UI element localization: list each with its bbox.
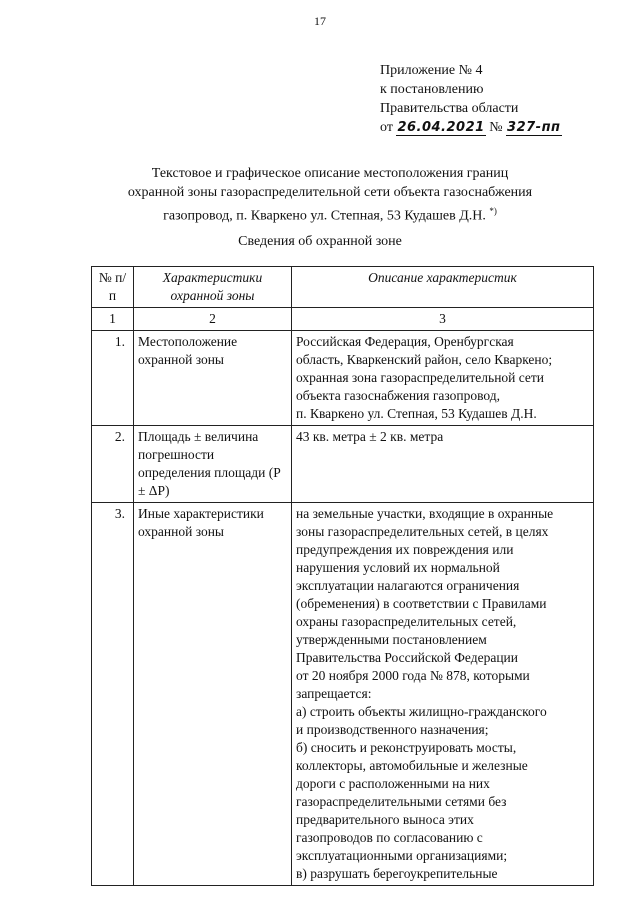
description-line: предупреждения их повреждения или [296, 542, 514, 557]
numbering-cell-1: 1 [92, 308, 134, 331]
description-line: п. Кваркено ул. Степная, 53 Кудашев Д.Н. [296, 406, 537, 421]
table-row [92, 503, 594, 886]
description-line: газопроводов по согласованию с [296, 830, 483, 845]
description-line: Российская Федерация, Оренбургская [296, 334, 514, 349]
header-characteristics: Характеристики охранной зоны [134, 267, 292, 308]
header-description: Описание характеристик [292, 267, 594, 308]
table-header-row [92, 267, 594, 308]
row-characteristic: Иные характеристики охранной зоны [134, 503, 292, 886]
description-line: предварительного выноса этих [296, 812, 474, 827]
number-prefix: № [489, 120, 503, 135]
table-row [92, 426, 594, 503]
description-line: область, Кваркенский район, село Кваркено; [296, 352, 553, 367]
description-line: запрещается: [296, 686, 372, 701]
zone-info-table [91, 266, 594, 886]
description-line: газораспределительными сетями без [296, 794, 507, 809]
row-number: 3. [92, 503, 134, 886]
description-line: коллекторы, автомобильные и железные [296, 758, 528, 773]
description-line: эксплуатационными организациями; [296, 848, 508, 863]
row-number: 1. [92, 331, 134, 426]
header-number: № п/п [92, 267, 134, 308]
title-line-2: охранной зоны газораспределительной сети объекта газоснабжения [127, 185, 533, 200]
numbering-cell-2: 2 [134, 308, 292, 331]
description-line: охраны газораспределительных сетей, [296, 614, 517, 629]
description-line: 43 кв. метра ± 2 кв. метра [296, 429, 444, 444]
appendix-line-2: к постановлению [380, 82, 484, 97]
description-line: от 20 ноября 2000 года № 878, которыми [296, 668, 530, 683]
date-prefix: от [380, 120, 393, 135]
appendix-line-1: Приложение № 4 [380, 63, 483, 78]
description-line: эксплуатации налагаются ограничения [296, 578, 520, 593]
row-characteristic: Площадь ± величина погрешности определения площади (P ± ΔP) [134, 426, 292, 503]
description-line: зоны газораспределительных сетей, в целях [296, 524, 549, 539]
page-number: 17 [314, 14, 326, 28]
appendix-block [380, 61, 562, 137]
numbering-cell-3: 3 [292, 308, 594, 331]
title-line-3-text: газопровод, п. Кваркено ул. Степная, 53 Кудашев Д.Н. [163, 208, 486, 224]
row-description [292, 503, 594, 886]
row-description [292, 426, 594, 503]
description-line: Правительства Российской Федерации [296, 650, 518, 665]
row-description [292, 331, 594, 426]
handwritten-date: 26.04.2021 [397, 120, 485, 135]
description-line: охранная зона газораспределительной сети [296, 370, 545, 385]
description-line: (обременения) в соответствии с Правилами [296, 596, 547, 611]
table-numbering-row [92, 308, 594, 331]
description-line: а) строить объекты жилищно-гражданского [296, 704, 547, 719]
description-line: на земельные участки, входящие в охранные [296, 506, 554, 521]
handwritten-number: 327-пп [507, 120, 561, 135]
description-line: в) разрушать берегоукрепительные [296, 866, 498, 881]
description-line: б) сносить и реконструировать мосты, [296, 740, 517, 755]
title-line-3 [60, 202, 600, 226]
row-characteristic: Местоположение охранной зоны [134, 331, 292, 426]
row-number: 2. [92, 426, 134, 503]
footnote-mark: *) [489, 206, 497, 216]
description-line: дороги с расположенными на них [296, 776, 490, 791]
description-line: утвержденными постановлением [296, 632, 487, 647]
description-line: нарушения условий их нормальной [296, 560, 500, 575]
document-title [60, 164, 600, 226]
appendix-line-3: Правительства области [380, 101, 519, 116]
appendix-date-line [380, 118, 562, 137]
title-line-1: Текстовое и графическое описание местоположения границ [151, 166, 509, 181]
table-row [92, 331, 594, 426]
description-line: объекта газоснабжения газопровод, [296, 388, 500, 403]
description-line: и производственного назначения; [296, 722, 489, 737]
section-subtitle: Сведения об охранной зоне [238, 234, 402, 249]
